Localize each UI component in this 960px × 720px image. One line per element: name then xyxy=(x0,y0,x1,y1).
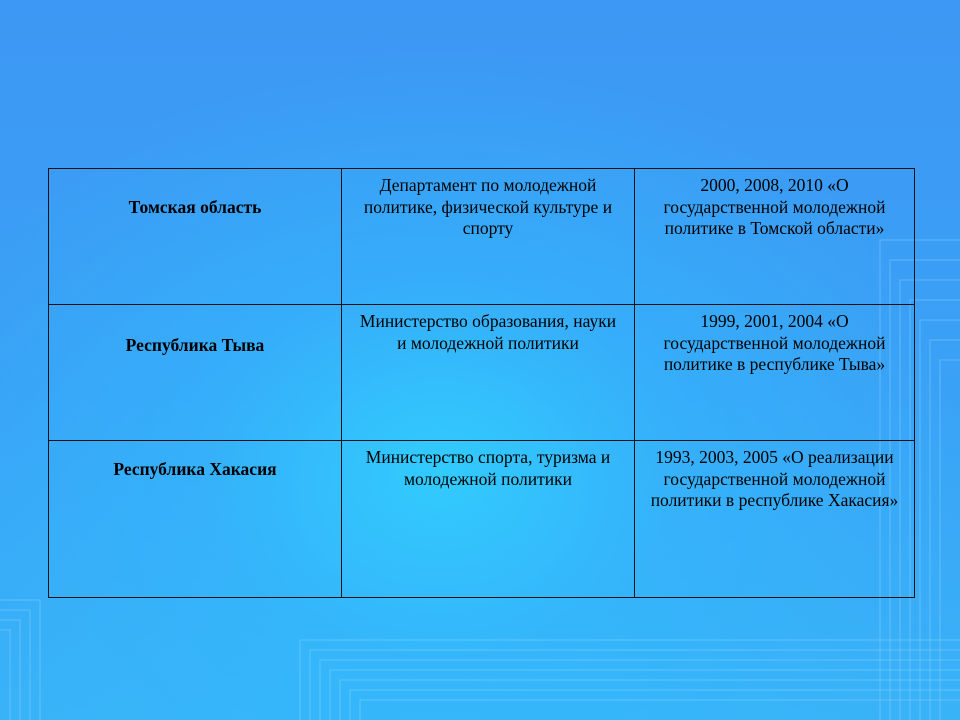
agency-cell xyxy=(342,305,635,441)
laws-cell xyxy=(635,169,915,305)
agency-text: Департамент по молодежной политике, физической культуре и спорту xyxy=(363,175,613,238)
table-row xyxy=(49,169,915,305)
agency-text: Министерство образования, науки и молодежной политики xyxy=(359,311,617,353)
table-row xyxy=(49,305,915,441)
youth-policy-table xyxy=(48,168,915,598)
agency-cell xyxy=(342,169,635,305)
laws-text: 2000, 2008, 2010 «О государственной молодежной политике в Томской области» xyxy=(663,175,886,238)
region-name: Республика Тыва xyxy=(125,334,265,355)
agency-cell xyxy=(342,441,635,598)
region-cell xyxy=(49,169,342,305)
region-name: Республика Хакасия xyxy=(113,459,277,479)
laws-text: 1999, 2001, 2004 «О государственной молодежной политике в республике Тыва» xyxy=(663,311,886,374)
laws-cell xyxy=(635,305,915,441)
region-cell xyxy=(49,305,342,441)
region-cell xyxy=(49,441,342,598)
laws-text: 1993, 2003, 2005 «О реализации государственной молодежной политики в республике Хакасия» xyxy=(650,447,899,510)
agency-text: Министерство спорта, туризма и молодежной политики xyxy=(365,447,611,489)
region-name: Томская область xyxy=(128,196,262,217)
laws-cell xyxy=(635,441,915,598)
table-row xyxy=(49,441,915,598)
